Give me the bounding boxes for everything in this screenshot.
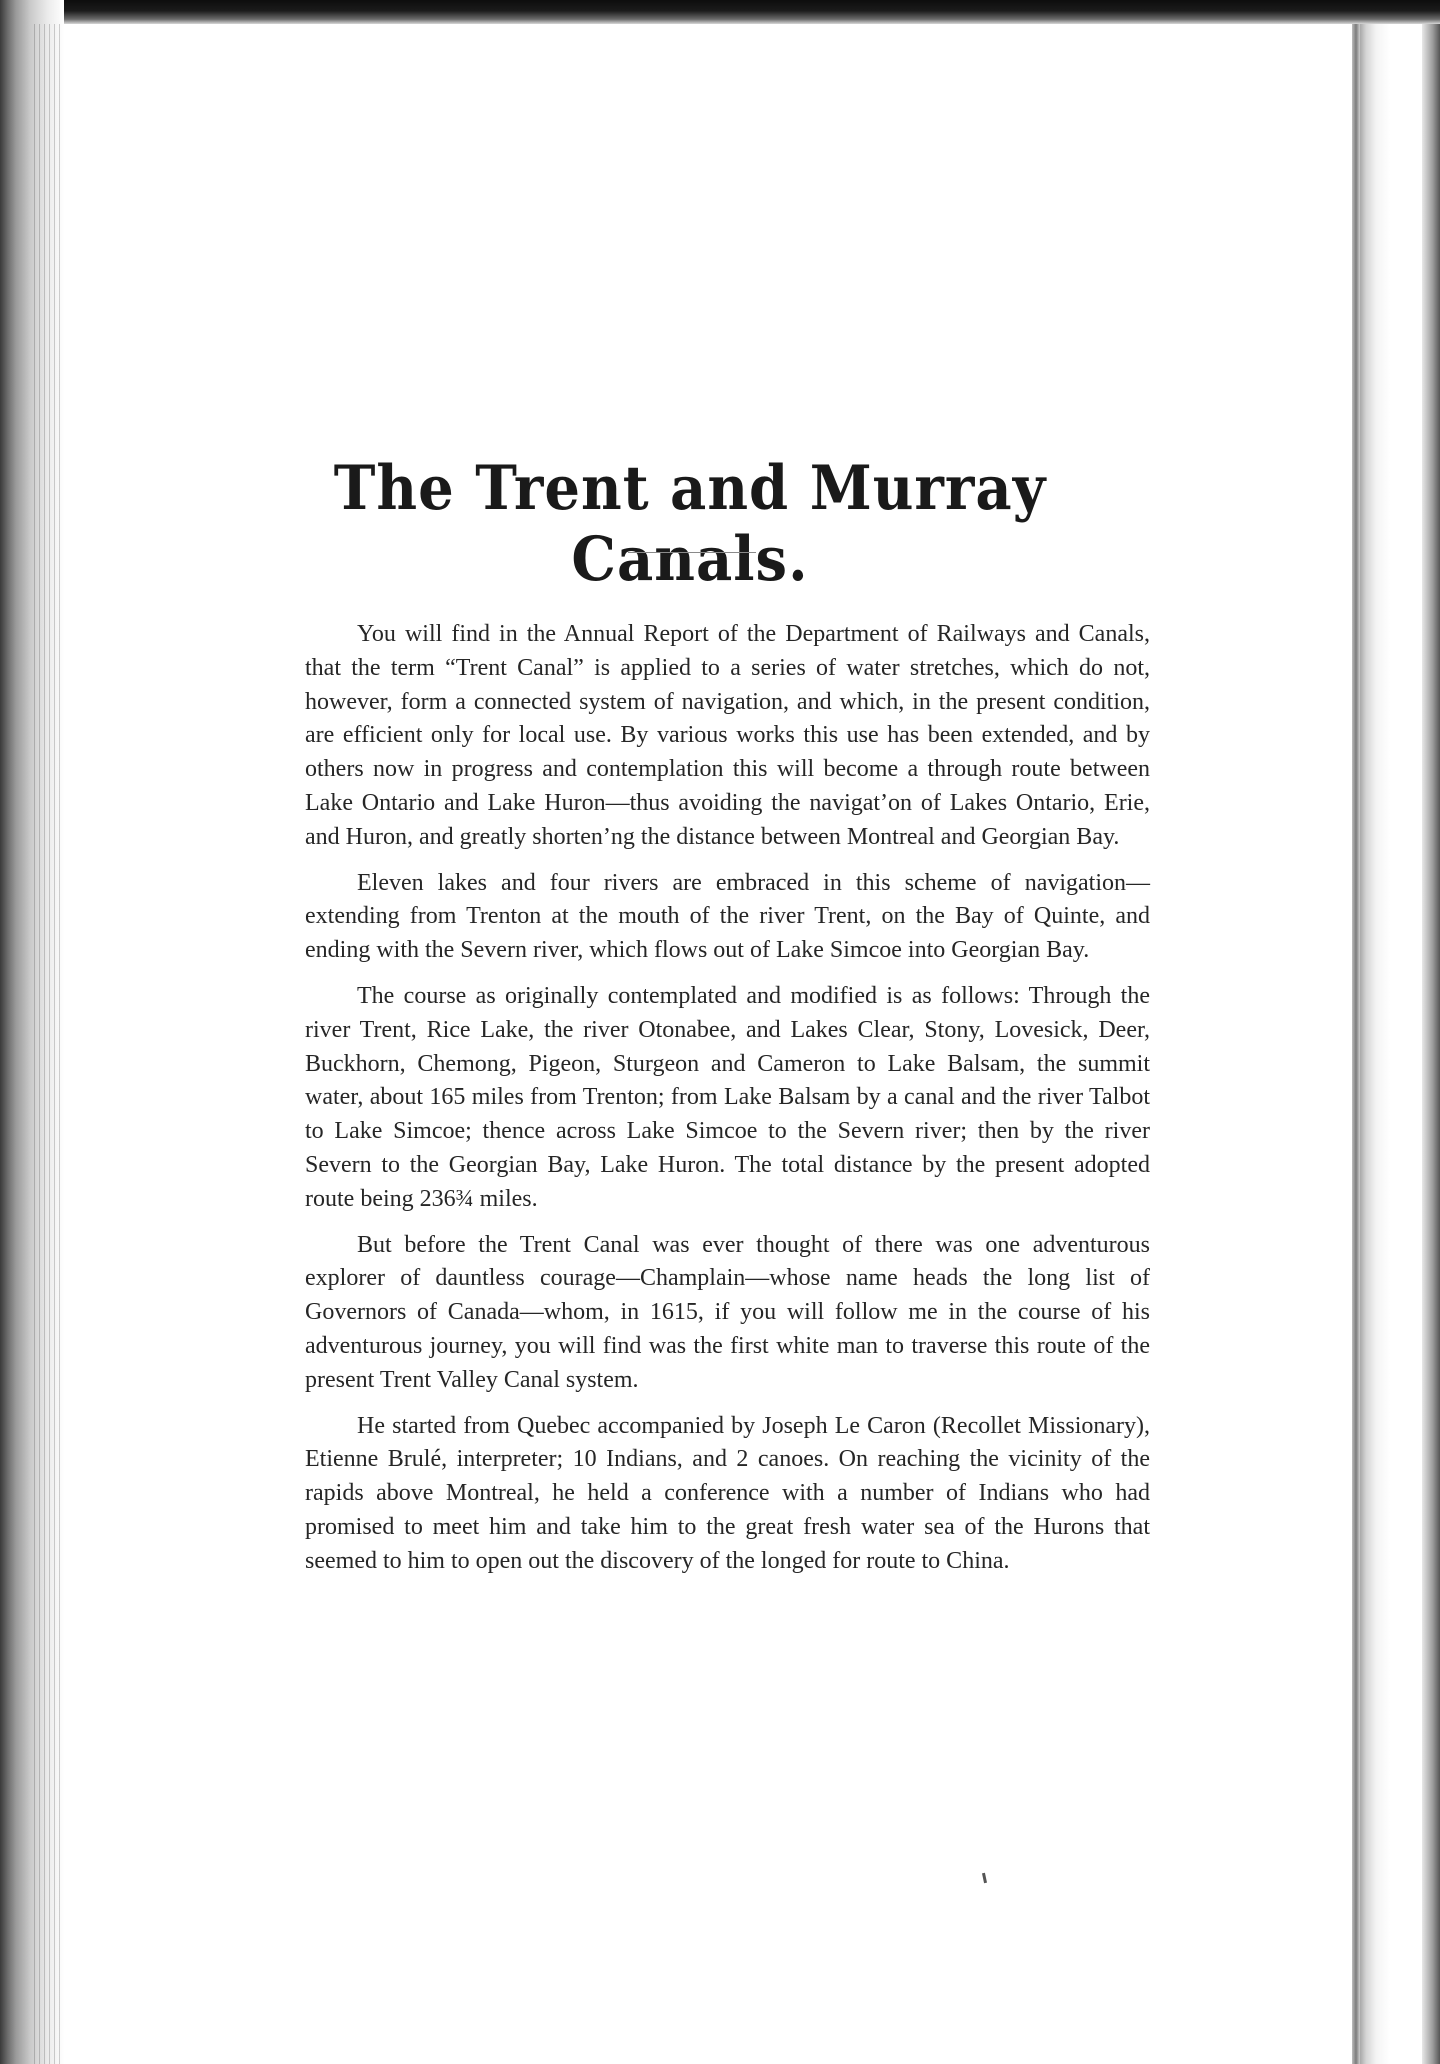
paragraph-4: But before the Trent Canal was ever thought of there was one adventurous explorer of dauntless courage—Champlain—whose name heads the long list of Governors of Canada—whom, in 1615, if you will follow me in the course of his adventurous journey, you will find was the first white man to traverse this route of the present Trent Valley Canal system. <box>305 1231 1150 1393</box>
scan-right-edge <box>1422 24 1440 2064</box>
paragraph-1: You will find in the Annual Report of the Department of Railways and Canals, that the term “Trent Canal” is applied to a series of water stretches, which do not, however, form a connected system of navigation, and which, in the present condition, are efficient only for local use. By various works this use has been extended, and by others now in progress and contemplation this will become a through route between Lake Ontario and Lake Huron—thus avoiding the navigat’on of Lakes Ontario, Erie, and Huron, and greatly shorten’ng the distance between Montreal and Georgian Bay. <box>305 621 1150 850</box>
body-text <box>305 618 1150 1591</box>
stray-ink-mark <box>982 1873 987 1883</box>
page-fold-shadow <box>1352 24 1360 2064</box>
title-rule <box>628 552 756 553</box>
paragraph-5: He started from Quebec accompanied by Joseph Le Caron (Recollet Missionary), Etienne Brulé, interpreter; 10 Indians, and 2 canoes. On reaching the vicinity of the rapids above Montreal, he held a conference with a number of Indians who had promised to meet him and take him to the great fresh water sea of the Hurons that seemed to him to open out the discovery of the longed for route to China. <box>305 1412 1150 1574</box>
book-page-stack <box>34 24 62 2064</box>
scan-top-edge <box>0 0 1440 24</box>
paragraph-3: The course as originally contemplated and modified is as follows: Through the river Trent, Rice Lake, the river Otonabee, and Lakes Clear, Stony, Lovesick, Deer, Buckhorn, Chemong, Pigeon, Sturgeon and Cameron to Lake Balsam, the summit water, about 165 miles from Trenton; from Lake Balsam by a canal and the river Talbot to Lake Simcoe; thence across Lake Simcoe to the Severn river; then by the river Severn to the Georgian Bay, Lake Huron. The total distance by the present adopted route being 236¾ miles. <box>305 982 1150 1212</box>
page-title: The Trent and Murray Canals. <box>333 452 1047 595</box>
paragraph-2: Eleven lakes and four rivers are embraced in this scheme of navigation—extending from Trenton at the mouth of the river Trent, on the Bay of Quinte, and ending with the Severn river, which flows out of Lake Simcoe into Georgian Bay. <box>305 869 1150 964</box>
